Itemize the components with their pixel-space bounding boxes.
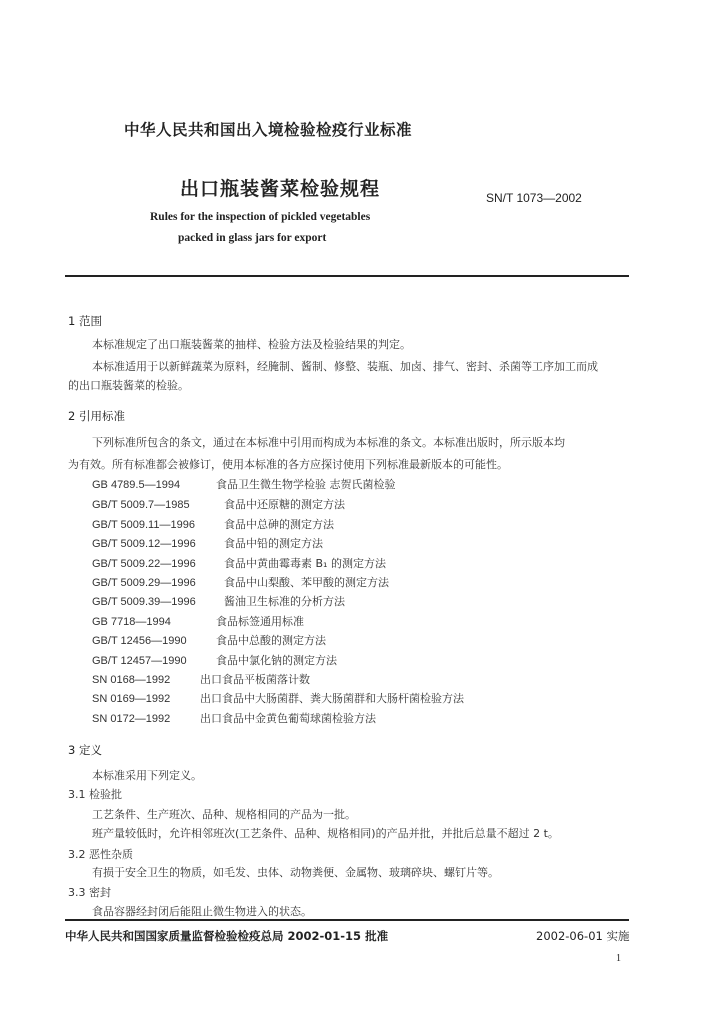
section2-intro-line1: 下列标准所包含的条文，通过在本标准中引用而构成为本标准的条文。本标准出版时，所示版本均 [92,436,565,449]
reference-item: GB/T 5009.11—1996 食品中总砷的测定方法 [92,518,334,531]
definition-3-1-heading: 3.1 检验批 [68,788,122,801]
definition-3-3-line1: 食品容器经封闭后能阻止微生物进入的状态。 [92,905,312,918]
reference-item: SN 0172—1992 出口食品中金黄色葡萄球菌检验方法 [92,712,376,725]
english-title-line2: packed in glass jars for export [178,232,327,244]
reference-item: GB/T 5009.7—1985 食品中还原糖的测定方法 [92,498,345,511]
implementation-date: 2002-06-01 实施 [536,929,630,943]
reference-item: GB/T 5009.22—1996 食品中黄曲霉毒素 B₁ 的测定方法 [92,557,386,570]
standard-code: SN/T 1073—2002 [486,191,582,205]
reference-item: GB 4789.5—1994 食品卫生微生物学检验 志贺氏菌检验 [92,478,396,491]
definition-3-2-line1: 有损于安全卫生的物质，如毛发、虫体、动物粪便、金属物、玻璃碎块、螺钉片等。 [92,866,499,879]
section1-para1: 本标准规定了出口瓶装酱菜的抽样、检验方法及检验结果的判定。 [92,338,411,351]
reference-item: GB/T 12457—1990 食品中氯化钠的测定方法 [92,654,337,667]
section2-intro-line2: 为有效。所有标准都会被修订，使用本标准的各方应探讨使用下列标准最新版本的可能性。 [68,458,508,471]
reference-item: GB/T 5009.12—1996 食品中铅的测定方法 [92,537,323,550]
document-title: 出口瓶装酱菜检验规程 [180,178,381,200]
definition-3-3-heading: 3.3 密封 [68,886,111,899]
section3-heading: 3 定义 [68,743,102,757]
section3-intro: 本标准采用下列定义。 [92,769,202,782]
section1-heading: 1 范围 [68,314,102,328]
english-title-line1: Rules for the inspection of pickled vegetables [150,211,371,223]
reference-item: GB/T 5009.39—1996 酱油卫生标准的分析方法 [92,595,345,608]
section2-heading: 2 引用标准 [68,409,125,423]
page-number: 1 [616,953,621,964]
section1-para2-line2: 的出口瓶装酱菜的检验。 [68,379,189,392]
bottom-divider [65,919,629,921]
reference-item: GB/T 12456—1990 食品中总酸的测定方法 [92,634,326,647]
industry-standard-heading: 中华人民共和国出入境检验检疫行业标准 [124,121,413,139]
reference-item: GB 7718—1994 食品标签通用标准 [92,615,304,628]
top-divider [65,275,629,277]
reference-item: SN 0168—1992 出口食品平板菌落计数 [92,673,310,686]
reference-item: GB/T 5009.29—1996 食品中山梨酸、苯甲酸的测定方法 [92,576,389,589]
reference-item: SN 0169—1992 出口食品中大肠菌群、粪大肠菌群和大肠杆菌检验方法 [92,692,464,705]
approval-statement: 中华人民共和国国家质量监督检验检疫总局 2002-01-15 批准 [65,929,389,943]
section1-para2-line1: 本标准适用于以新鲜蔬菜为原料，经腌制、酱制、修整、装瓶、加卤、排气、密封、杀菌等工序加工而成 [92,360,598,373]
definition-3-1-line2: 班产量较低时，允许相邻班次(工艺条件、品种、规格相同)的产品并批，并批后总量不超过 2 t。 [92,827,559,840]
definition-3-2-heading: 3.2 恶性杂质 [68,848,133,861]
definition-3-1-line1: 工艺条件、生产班次、品种、规格相同的产品为一批。 [92,808,356,821]
